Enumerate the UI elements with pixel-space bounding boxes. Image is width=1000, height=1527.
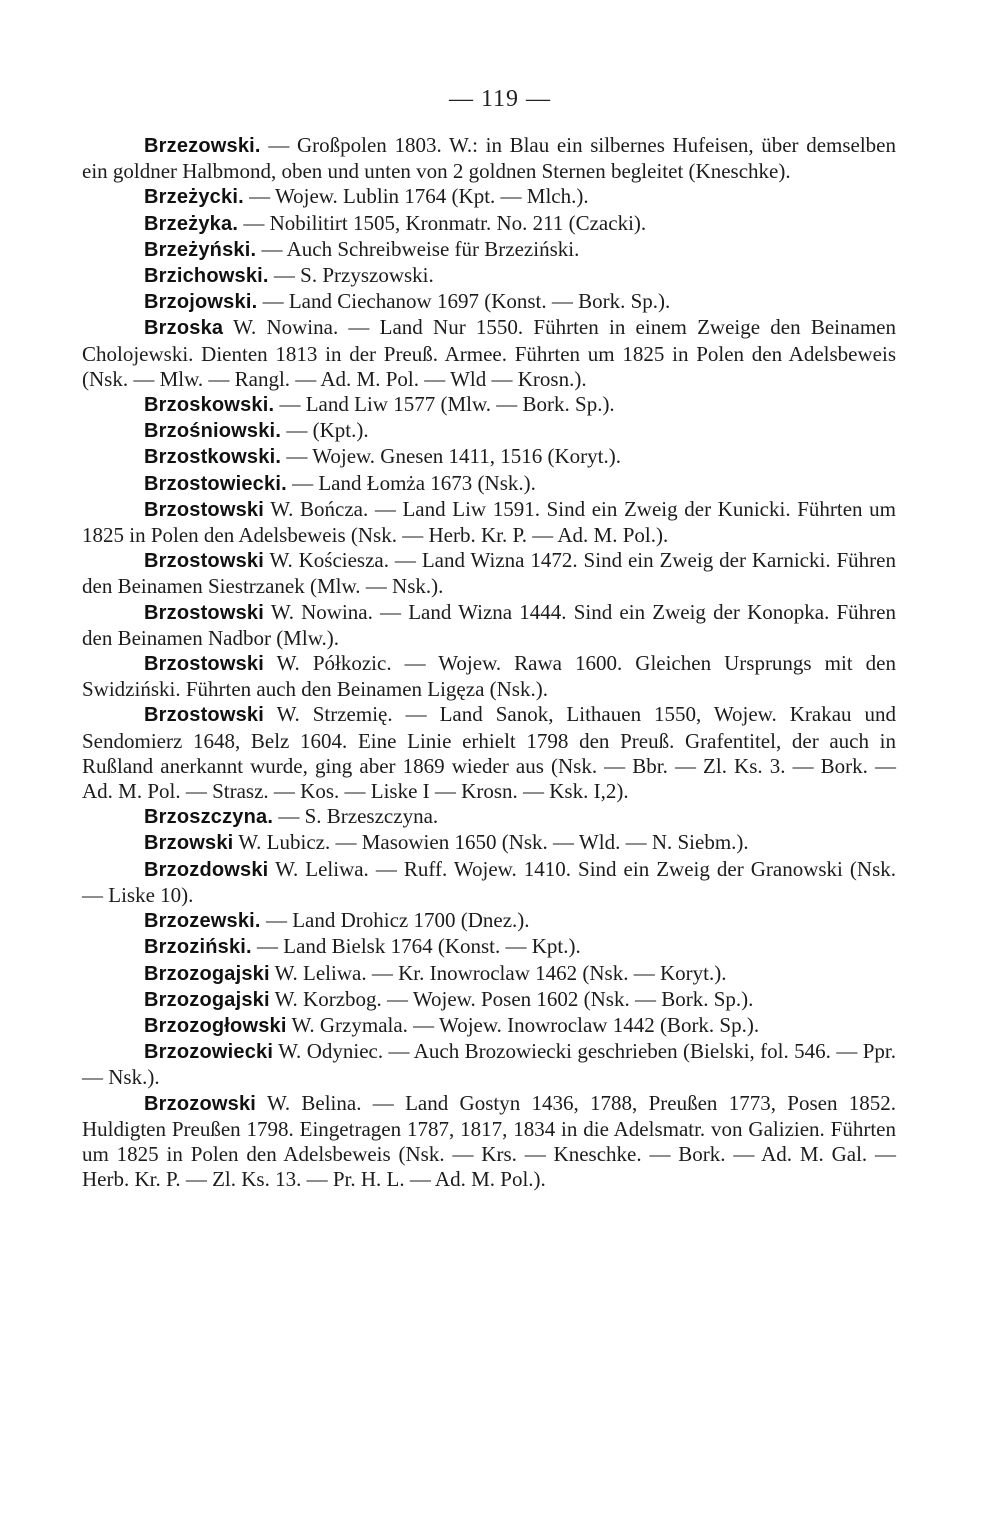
entry-text: W. Lubicz. — Masowien 1650 (Nsk. — Wld. — N. Siebm.). [233,830,749,855]
entry-text: — (Kpt.). [281,418,369,443]
entry [82,263,896,289]
entry [82,934,896,960]
entry-name: Brzozogajski [144,962,270,985]
entry [82,184,896,210]
entry-list [82,133,896,1192]
entry-name: Brzostowski [144,704,265,727]
entry [82,987,896,1013]
entry-text: W. Bończa. — Land Liw 1591. Sind ein Zweig der Kunicki. Führten um 1825 in Polen den Adelsbeweis (Nsk. — Herb. Kr. P. — Ad. M. Pol.). [82,496,896,548]
entry-text: — Großpolen 1803. W.: in Blau ein silbernes Hufeisen, über demselben ein goldner Halbmond, oben und unten von 2 goldnen Sternen begleitet (Kneschke). [82,133,896,184]
entry-text: W. Leliwa. — Kr. Inowroclaw 1462 (Nsk. — Koryt.). [269,960,727,985]
entry-name: Brzozowski [144,1092,257,1115]
entry-text: — Land Drohicz 1700 (Dnez.). [260,908,530,933]
entry-text: W. Nowina. — Land Wizna 1444. Sind ein Zweig der Konopka. Führen den Beinamen Nadbor (Mlw.). [82,599,896,650]
entry-text: W. Półkozic. — Wojew. Rawa 1600. Gleichen Ursprungs mit den Swidziński. Führten auch den Beinamen Ligęza (Nsk.). [82,651,896,702]
entry [82,1013,896,1039]
entry-name: Brzośniowski. [144,420,282,443]
entry [82,392,896,418]
entry-text: — Nobilitirt 1505, Kronmatr. No. 211 (Czacki). [238,210,647,235]
entry [82,600,896,651]
entry [82,444,896,470]
entry-text: W. Leliwa. — Ruff. Wojew. 1410. Sind ein Zweig der Granowski (Nsk. — Liske 10). [82,856,896,907]
entry-name: Brzostowski [144,550,265,573]
entry-text: — S. Przyszowski. [268,263,434,288]
entry [82,237,896,263]
entry [82,471,896,497]
entry-name: Brzeżyka. [144,212,239,235]
entry [82,804,896,830]
entry [82,830,896,856]
entry-text: — Land Liw 1577 (Mlw. — Bork. Sp.). [274,392,615,417]
entry-text: W. Korzbog. — Wojew. Posen 1602 (Nsk. — Bork. Sp.). [269,986,754,1011]
entry-name: Brzozogłowski [144,1014,287,1037]
entry [82,133,896,184]
entry-text: W. Belina. — Land Gostyn 1436, 1788, Preußen 1773, Posen 1852. Huldigten Preußen 1798. Eingetragen 1787, 1817, 1834 in die Adelsmatr. von Galizien. Führten um 1825 in Polen den Adelsbeweis (Nsk. — Krs. — Kneschke. — Bork. — Ad. M. Gal. — Herb. Kr. P. — Zl. Ks. 13. — Pr. H. L. — Ad. M. Pol.). [82,1090,896,1192]
entry [82,651,896,702]
entry [82,211,896,237]
entry [82,1039,896,1090]
entry [82,497,896,548]
page-number: — 119 — [448,86,552,112]
entry [82,908,896,934]
entry-text: W. Strzemię. — Land Sanok, Lithauen 1550, Wojew. Krakau und Sendomierz 1648, Belz 1604. Eine Linie erhielt 1798 den Preuß. Grafentitel, der auch in Rußland anerkannt wurde, ging aber 1869 wieder aus (Nsk. — Bbr. — Zl. Ks. 3. — Bork. — Ad. M. Pol. — Strasz. — Kos. — Liske I — Krosn. — Ksk. I,2). [82,702,896,804]
entry-name: Brzowski [144,832,234,855]
entry-name: Brzostowski [144,498,265,521]
entry [82,315,896,392]
entry-text: W. Grzymala. — Wojew. Inowroclaw 1442 (Bork. Sp.). [286,1012,760,1037]
entry-text: — Wojew. Gnesen 1411, 1516 (Koryt.). [281,444,621,469]
entry-name: Brzostowski [144,601,265,624]
entry [82,702,896,804]
entry-text: W. Odyniec. — Auch Brozowiecki geschrieben (Bielski, fol. 546. — Ppr. — Nsk.). [82,1039,896,1090]
entry [82,548,896,599]
entry-name: Brzozowiecki [144,1041,274,1064]
entry-text: — Wojew. Lublin 1764 (Kpt. — Mlch.). [243,184,589,209]
entry-name: Brzeżycki. [144,186,244,209]
entry-name: Brzostowski [144,653,265,676]
entry [82,418,896,444]
entry-name: Brzezowski. [144,135,261,157]
entry-text: — Land Bielsk 1764 (Konst. — Kpt.). [251,934,581,959]
entry-name: Brzostowiecki. [144,472,287,495]
entry-name: Brzozewski. [144,910,261,933]
entry-text: — Land Łomża 1673 (Nsk.). [286,470,536,495]
entry-text: W. Kościesza. — Land Wizna 1472. Sind ein Zweig der Karnicki. Führen den Beinamen Siestrzanek (Mlw. — Nsk.). [82,548,896,599]
entry-name: Brzojowski. [144,291,258,314]
entry-name: Brzostkowski. [144,446,282,469]
entry-name: Brzozogajski [144,988,270,1011]
entry-name: Brzozdowski [144,858,269,881]
entry-name: Brzoskowski. [144,394,275,417]
entry [82,289,896,315]
entry-name: Brzeżyński. [144,238,257,261]
entry-name: Brzoszczyna. [144,806,274,829]
entry-name: Brzichowski. [144,265,269,288]
entry-text: — S. Brzeszczyna. [273,804,439,829]
entry-text: — Land Ciechanow 1697 (Konst. — Bork. Sp.). [257,289,671,314]
entry [82,1091,896,1193]
entry [82,857,896,908]
entry-name: Brzoziński. [144,936,252,959]
entry-text: — Auch Schreibweise für Brzeziński. [256,236,580,261]
entry-name: Brzoska [144,317,224,340]
entry-text: W. Nowina. — Land Nur 1550. Führten in einem Zweige den Beinamen Cholojewski. Dienten 1813 in der Preuß. Armee. Führten um 1825 in Polen den Adelsbeweis (Nsk. — Mlw. — Rangl. — Ad. M. Pol. — Wld — Krosn.). [82,315,896,391]
entry [82,961,896,987]
